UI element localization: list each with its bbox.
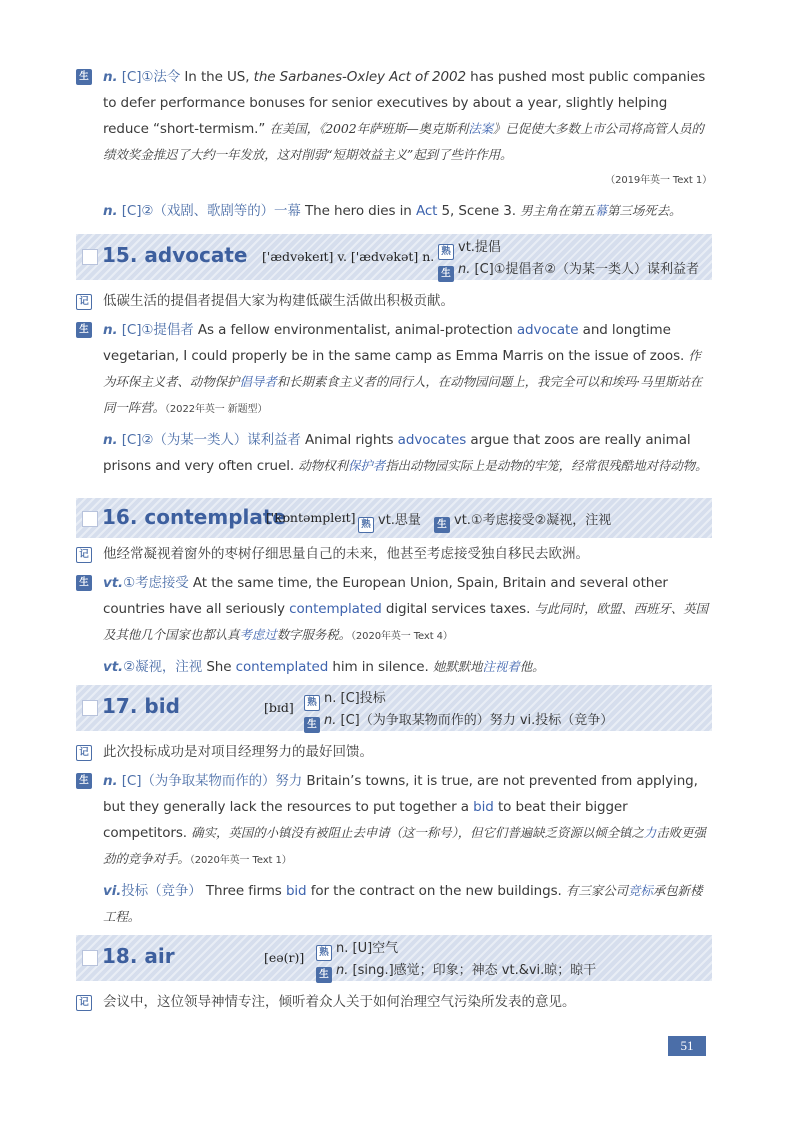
entry-header xyxy=(76,234,712,280)
familiar-meaning-icon: 熟 xyxy=(358,517,374,533)
highlighted-word: bid xyxy=(473,799,494,815)
familiar-meaning: 熟 n. [C]投标 xyxy=(304,687,386,711)
highlighted-word: bid xyxy=(285,883,307,899)
highlighted-word: advocate xyxy=(516,322,579,338)
headword: 18. air xyxy=(102,944,175,968)
memory-sentence: 记 低碳生活的提倡者提倡大家为构建低碳生活做出积极贡献。 xyxy=(76,289,712,313)
unfamiliar-meaning-icon: 生 xyxy=(76,773,92,789)
highlighted-translation: 法案 xyxy=(468,121,494,136)
checkbox-icon xyxy=(82,950,98,966)
highlighted-translation: 幕 xyxy=(594,203,607,218)
sense-label: [C]①法令 xyxy=(121,69,181,85)
entry-header xyxy=(76,935,712,981)
unfamiliar-meaning-icon: 生 xyxy=(76,575,92,591)
example-paragraph: 生 n. [C]①提倡者 As a fellow environmentalist, animal-protection advocate and longtime vegetarian, I could properly be in the same camp as Emma Marris on the issue of zoos. 作为环保主义者、动物保护倡导者和长期素食主义者的同行人，在动物园问题上，我完全可以和埃玛·马里斯站在同一阵营。（2022年英一 新题型） xyxy=(76,317,712,423)
memo-icon: 记 xyxy=(76,745,92,761)
english-text: has pushed most public companies to defer performance bonuses for senior executives by about a year, slightly helping reduce “short-termism.” xyxy=(103,69,706,137)
page-number: 51 xyxy=(668,1036,706,1056)
entry-body xyxy=(76,542,712,680)
entry-body xyxy=(76,990,712,1014)
headword: 17. bid xyxy=(102,694,180,718)
unfamiliar-meaning: 生 n. [C]（为争取某物而作的）努力 vi.投标（竞争） xyxy=(304,709,613,733)
english-italic: the Sarbanes-Oxley Act of 2002 xyxy=(253,69,466,85)
memory-sentence: 记 会议中，这位领导神情专注，倾听着众人关于如何治理空气污染所发表的意见。 xyxy=(76,990,712,1014)
chinese-translation: 在美国，《2002年萨班斯—奥克斯利 xyxy=(269,121,469,136)
entry-header xyxy=(76,498,712,538)
phonetic: ['kɒntəmpleɪt] xyxy=(266,510,356,525)
unfamiliar-meaning: 生 vt.①考虑接受②凝视，注视 xyxy=(434,509,611,533)
memo-icon: 记 xyxy=(76,294,92,310)
checkbox-icon xyxy=(82,511,98,527)
memory-sentence: 记 此次投标成功是对项目经理努力的最好回馈。 xyxy=(76,740,712,764)
familiar-meaning-icon: 熟 xyxy=(316,945,332,961)
unfamiliar-meaning-icon: 生 xyxy=(316,967,332,983)
familiar-meaning: 熟 n. [U]空气 xyxy=(316,937,398,961)
example-paragraph: vt.②凝视，注视 She contemplated him in silence. 她默默地注视着他。 xyxy=(103,659,545,675)
unfamiliar-meaning: 生 n. [sing.]感觉；印象；神态 vt.&vi.晾；晾干 xyxy=(316,959,596,983)
unfamiliar-meaning-icon: 生 xyxy=(434,517,450,533)
example-paragraph: 生 n. [C]（为争取某物而作的）努力 Britain’s towns, it is true, are not prevented from applying, but they generally lack the resources to put together a bid to beat their bigger competitors. 确实，英国的小镇没有被阻止去申请（这一称号），但它们普遍缺乏资源以倾全镇之力击败更强劲的竞争对手。（2020年英一 Text 1） xyxy=(76,768,712,874)
headword: 16. contemplate xyxy=(102,505,286,529)
familiar-meaning-icon: 熟 xyxy=(438,244,454,260)
checkbox-icon xyxy=(82,249,98,265)
chinese-translation: 第三场死去。 xyxy=(606,203,682,218)
source-citation: （2022年英一 新题型） xyxy=(165,404,268,415)
unfamiliar-meaning: 生 n. [C]①提倡者②（为某一类人）谋利益者 xyxy=(438,258,699,282)
highlighted-word: advocates xyxy=(397,432,467,448)
source-citation: （2020年英一 Text 1） xyxy=(189,855,292,866)
unfamiliar-meaning-icon: 生 xyxy=(438,266,454,282)
english-text: In the US, xyxy=(184,69,254,85)
chinese-translation: 男主角在第五 xyxy=(520,203,595,218)
entry-body xyxy=(76,289,712,479)
familiar-meaning: 熟 vt.提倡 xyxy=(438,236,501,260)
highlighted-word: contemplated xyxy=(289,601,382,617)
english-text: 5, Scene 3. xyxy=(437,203,521,219)
memo-icon: 记 xyxy=(76,547,92,563)
phonetic: [eə(r)] xyxy=(264,950,305,965)
memo-icon: 记 xyxy=(76,995,92,1011)
example-paragraph: 生 vt.①考虑接受 At the same time, the European Union, Spain, Britain and several other countries have all seriously contemplated digital services taxes. 与此同时，欧盟、西班牙、英国及其他几个国家也都认真考虑过数字服务税。（2020年英一 Text 4） xyxy=(76,570,712,650)
highlighted-word: Act xyxy=(415,203,438,219)
phonetic: [bɪd] xyxy=(264,700,294,715)
source-citation: （2020年英一 Text 4） xyxy=(351,631,453,642)
unfamiliar-meaning-icon: 生 xyxy=(304,717,320,733)
english-text: The hero dies in xyxy=(305,203,416,219)
chinese-translation: 》已促使大多数上市公司将高管人员的绩效奖金推迟了大约一年发放，这对削弱“短期效益主义”起到了些许作用。 xyxy=(103,121,704,162)
act-block xyxy=(76,64,712,224)
entry-body xyxy=(76,740,712,930)
example-paragraph xyxy=(76,198,712,224)
part-of-speech: n. xyxy=(103,203,118,219)
example-paragraph xyxy=(76,64,712,194)
part-of-speech: n. xyxy=(103,69,118,85)
example-paragraph: vi.投标（竞争） Three firms bid for the contract on the new buildings. 有三家公司竞标承包新楼工程。 xyxy=(103,883,703,924)
source-citation: （2019年英一 Text 1） xyxy=(605,175,712,186)
checkbox-icon xyxy=(82,700,98,716)
sense-label: [C]②（戏剧、歌剧等的）一幕 xyxy=(121,203,301,219)
unfamiliar-meaning-icon: 生 xyxy=(76,322,92,338)
highlighted-word: contemplated xyxy=(235,659,329,675)
headword: 15. advocate xyxy=(102,243,248,267)
phonetic: ['ædvəkeɪt] v. ['ædvəkət] n. xyxy=(262,249,435,264)
memory-sentence: 记 他经常凝视着窗外的枣树仔细思量自己的未来，他甚至考虑接受独自移民去欧洲。 xyxy=(76,542,712,566)
example-paragraph: n. [C]②（为某一类人）谋利益者 Animal rights advocates argue that zoos are really animal prisons and very often cruel. 动物权利保护者指出动物园实际上是动物的牢笼，经常很残酷地对待动物。 xyxy=(103,432,708,474)
unfamiliar-meaning-icon: 生 xyxy=(76,69,92,85)
familiar-meaning: 熟 vt.思量 xyxy=(358,509,421,533)
familiar-meaning-icon: 熟 xyxy=(304,695,320,711)
entry-header xyxy=(76,685,712,731)
